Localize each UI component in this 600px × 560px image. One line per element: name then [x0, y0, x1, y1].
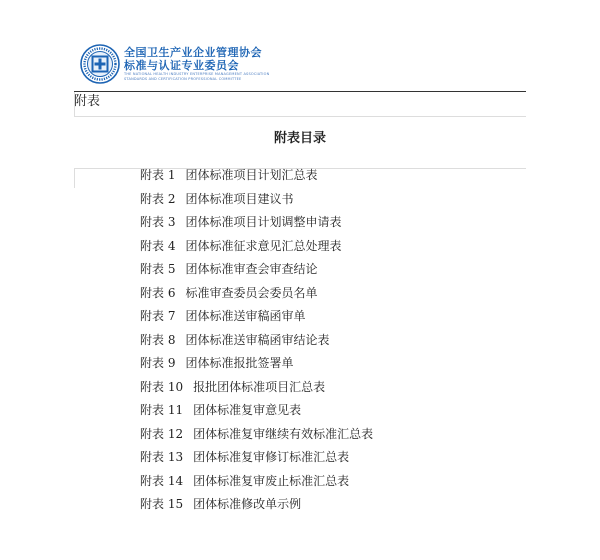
toc-item[interactable]	[140, 260, 373, 284]
page-title: 附表目录	[273, 131, 326, 146]
toc-item[interactable]	[140, 331, 373, 355]
document-header	[74, 44, 534, 90]
toc-item-number: 附表 10	[140, 379, 184, 394]
toc-item-title: 团体标准项目建议书	[185, 191, 294, 206]
toc-item-title: 团体标准送审稿函审结论表	[185, 332, 330, 347]
toc-item[interactable]	[140, 213, 373, 237]
toc-item-title: 团体标准送审稿函审单	[185, 309, 306, 323]
org-name-en-line2: STANDARDS AND CERTIFICATION PROFESSIONAL COMMITTEE	[124, 77, 242, 81]
toc-item-title: 团体标准复审修订标准汇总表	[193, 450, 350, 464]
toc-item[interactable]	[140, 448, 373, 472]
toc-item-title: 团体标准项目计划调整申请表	[185, 215, 342, 229]
toc-item-number: 附表 9	[140, 356, 176, 370]
toc-item[interactable]	[140, 378, 373, 402]
toc-item[interactable]	[140, 284, 373, 308]
toc-item-number: 附表 3	[140, 215, 176, 229]
toc-item-title: 团体标准复审意见表	[193, 403, 302, 417]
toc-item[interactable]	[140, 472, 373, 496]
toc-item[interactable]	[140, 495, 373, 519]
association-logo-icon	[80, 44, 120, 84]
toc-item[interactable]	[140, 401, 373, 425]
section-left-rule	[74, 92, 75, 117]
section-divider	[74, 116, 526, 117]
toc-item-number: 附表 6	[140, 285, 176, 300]
toc-item-number: 附表 11	[140, 403, 184, 417]
toc-item-number: 附表 12	[140, 426, 184, 441]
org-name-en-line1: THE NATIONAL HEALTH INDUSTRY ENTERPRISE MANAGEMENT ASSOCIATION	[124, 72, 270, 76]
toc-item-number: 附表 4	[140, 238, 176, 253]
toc-item-title: 团体标准修改单示例	[193, 497, 302, 511]
toc-item[interactable]	[140, 425, 373, 449]
toc-item-number: 附表 5	[140, 262, 176, 276]
toc-item[interactable]	[140, 166, 373, 190]
org-name-line2: 标准与认证专业委员会	[124, 59, 239, 72]
toc-item-number: 附表 13	[140, 450, 184, 464]
header-divider	[74, 91, 526, 92]
section-label: 附表	[74, 94, 101, 109]
toc-item-title: 报批团体标准项目汇总表	[193, 379, 326, 394]
toc-item[interactable]	[140, 237, 373, 261]
toc-item-title: 团体标准报批签署单	[185, 356, 294, 370]
toc-item-number: 附表 2	[140, 191, 176, 206]
toc-item-number: 附表 14	[140, 473, 184, 488]
toc-item-number: 附表 1	[140, 168, 176, 182]
toc-item-title: 标准审查委员会委员名单	[185, 285, 318, 300]
appendix-table-of-contents	[140, 166, 373, 519]
logo-text	[124, 46, 269, 82]
toc-item-title: 团体标准征求意见汇总处理表	[185, 238, 342, 253]
toc-item-number: 附表 7	[140, 309, 176, 323]
toc-item[interactable]	[140, 190, 373, 214]
toc-item[interactable]	[140, 354, 373, 378]
org-name-line1: 全国卫生产业企业管理协会	[124, 46, 262, 59]
toc-item[interactable]	[140, 307, 373, 331]
toc-item-title: 团体标准项目计划汇总表	[185, 168, 318, 182]
toc-left-rule	[74, 168, 75, 188]
toc-item-number: 附表 8	[140, 332, 176, 347]
toc-item-title: 团体标准复审继续有效标准汇总表	[193, 426, 374, 441]
toc-item-title: 团体标准审查会审查结论	[185, 262, 318, 276]
toc-item-title: 团体标准复审废止标准汇总表	[193, 473, 350, 488]
toc-item-number: 附表 15	[140, 497, 184, 511]
